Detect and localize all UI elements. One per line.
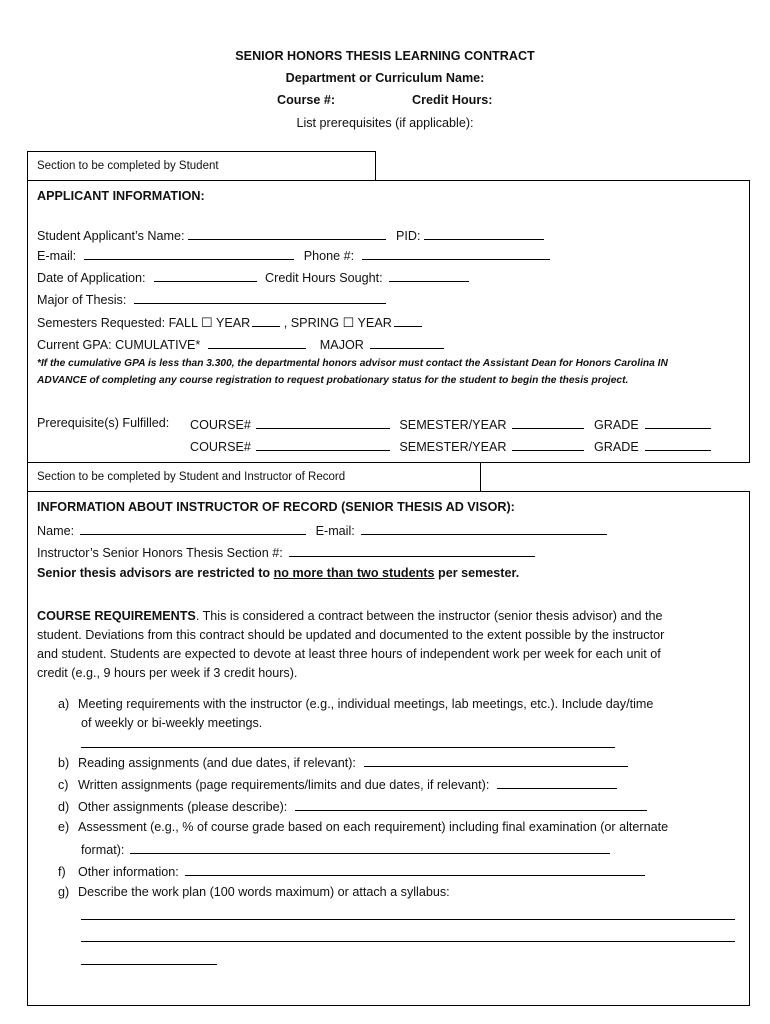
prereq-course-field[interactable] [256, 438, 390, 451]
instructor-heading: INFORMATION ABOUT INSTRUCTOR OF RECORD (SENIOR THESIS AD VISOR): [37, 500, 515, 514]
phone-field[interactable] [362, 247, 550, 260]
prereq-row-2 [190, 438, 711, 454]
spring-checkbox[interactable]: ☐ [342, 315, 355, 330]
prereq-grade-label: GRADE [593, 418, 639, 432]
instructor-email-label: E-mail: [315, 524, 355, 538]
prereq-course-label: COURSE# [190, 440, 251, 454]
department-label: Department or Curriculum Name: [285, 71, 485, 85]
restriction-text-post: per semester. [434, 566, 520, 580]
item-marker: f) [58, 865, 66, 879]
item-text: Assessment (e.g., % of course grade based on each requirement) including final examination (or alternate [78, 820, 669, 834]
credit-sought-label: Credit Hours Sought: [265, 271, 383, 285]
prereq-semester-field[interactable] [512, 416, 584, 429]
item-text: Describe the work plan (100 words maximum) or attach a syllabus: [78, 885, 450, 899]
prereq-course-label: COURSE# [190, 418, 251, 432]
gpa-note-line1: *If the cumulative GPA is less than 3.300, the departmental honors advisor must contact the Assistant Dean for Honors Carolina IN [37, 358, 668, 369]
cumulative-gpa-label: Current GPA: CUMULATIVE* [37, 338, 201, 352]
credit-hours-label: Credit Hours: [412, 93, 493, 107]
meeting-requirements-field[interactable] [81, 735, 615, 748]
item-text: Written assignments (page requirements/limits and due dates, if relevant): [78, 778, 490, 792]
section-number-row [37, 544, 535, 560]
advisor-restriction-note [37, 566, 519, 580]
document-title: SENIOR HONORS THESIS LEARNING CONTRACT [235, 49, 535, 63]
prereq-row-1 [190, 416, 711, 432]
major-row [37, 291, 386, 307]
item-text: Other assignments (please describe): [78, 800, 288, 814]
spring-label: , SPRING [283, 316, 340, 330]
applicant-name-field[interactable] [188, 227, 386, 240]
gpa-note-line2: ADVANCE of completing any course registration to request probationary status for the student to begin the thesis project. [37, 375, 629, 386]
prereq-grade-label: GRADE [593, 440, 639, 454]
item-marker: g) [58, 885, 70, 899]
thesis-major-label: Major of Thesis: [37, 293, 127, 307]
requirement-item-a [58, 697, 653, 711]
course-requirements-line1 [37, 609, 663, 623]
instructor-name-label: Name: [37, 524, 75, 538]
course-requirements-line2: student. Deviations from this contract should be updated and documented to the extent possible by the instructor [37, 628, 665, 642]
work-plan-line-3[interactable] [81, 952, 217, 965]
student-section-tab-label: Section to be completed by Student [37, 160, 219, 172]
semesters-row [37, 314, 422, 331]
credit-sought-field[interactable] [389, 269, 469, 282]
requirement-item-b [58, 754, 628, 770]
requirement-item-e-cont [81, 841, 610, 857]
instructor-section-tab-label: Section to be completed by Student and Instructor of Record [37, 471, 346, 483]
item-marker: b) [58, 756, 70, 770]
fall-checkbox[interactable]: ☐ [201, 315, 213, 330]
requirement-item-d [58, 798, 647, 814]
section-number-field[interactable] [289, 544, 535, 557]
applicant-name-row [37, 227, 544, 243]
prereq-fulfilled-label: Prerequisite(s) Fulfilled: [37, 416, 170, 430]
item-text: Reading assignments (and due dates, if relevant): [78, 756, 356, 770]
email-phone-row [37, 247, 550, 263]
course-requirements-text: . This is considered a contract between the instructor (senior thesis advisor) and the [195, 609, 663, 623]
course-requirements-line3: and student. Students are expected to devote at least three hours of independent work per week for each unit of [37, 647, 661, 661]
applicant-email-field[interactable] [84, 247, 294, 260]
item-marker: d) [58, 800, 70, 814]
prereq-grade-field[interactable] [645, 438, 711, 451]
applicant-email-label: E-mail: [37, 249, 77, 263]
written-assignments-field[interactable] [497, 776, 617, 789]
prereq-grade-field[interactable] [645, 416, 711, 429]
requirement-item-f [58, 863, 645, 879]
major-gpa-field[interactable] [370, 336, 444, 349]
requirement-item-g [58, 885, 450, 899]
restriction-text-underlined: no more than two students [273, 566, 435, 580]
course-requirements-heading: COURSE REQUIREMENTS [37, 609, 196, 623]
item-marker: a) [58, 697, 70, 711]
gpa-row [37, 336, 444, 352]
assessment-field[interactable] [130, 841, 610, 854]
prereq-course-field[interactable] [256, 416, 390, 429]
reading-assignments-field[interactable] [364, 754, 628, 767]
item-text-cont: format): [81, 843, 125, 857]
item-marker: e) [58, 820, 70, 834]
prereq-semester-label: SEMESTER/YEAR [399, 418, 507, 432]
section-number-label: Instructor’s Senior Honors Thesis Section #: [37, 546, 283, 560]
pid-label: PID: [395, 229, 421, 243]
major-gpa-label: MAJOR [319, 338, 364, 352]
applicant-name-label: Student Applicant’s Name: [37, 229, 185, 243]
requirement-item-a-cont: of weekly or bi-weekly meetings. [81, 716, 263, 730]
item-text: Meeting requirements with the instructor (e.g., individual meetings, lab meetings, etc.). Include day/time [78, 697, 654, 711]
applicant-heading: APPLICANT INFORMATION: [37, 189, 205, 203]
cumulative-gpa-field[interactable] [208, 336, 306, 349]
work-plan-line-1[interactable] [81, 907, 735, 920]
spring-year-field[interactable] [394, 314, 422, 327]
other-information-field[interactable] [185, 863, 645, 876]
instructor-name-field[interactable] [80, 522, 306, 535]
prereq-semester-label: SEMESTER/YEAR [399, 440, 507, 454]
restriction-text-pre: Senior thesis advisors are restricted to [37, 566, 274, 580]
application-date-field[interactable] [154, 269, 257, 282]
semesters-label: Semesters Requested: FALL [37, 316, 198, 330]
instructor-section-tab [27, 462, 481, 492]
prereq-semester-field[interactable] [512, 438, 584, 451]
student-section-tab [27, 151, 376, 181]
requirement-item-c [58, 776, 617, 792]
requirement-item-e [58, 820, 668, 834]
fall-year-label: YEAR [215, 316, 251, 330]
work-plan-line-2[interactable] [81, 929, 735, 942]
other-assignments-field[interactable] [295, 798, 647, 811]
instructor-email-field[interactable] [361, 522, 607, 535]
prerequisites-label: List prerequisites (if applicable): [296, 116, 474, 130]
spring-year-label: YEAR [357, 316, 392, 330]
item-marker: c) [58, 778, 69, 792]
course-number-label: Course #: [277, 93, 336, 107]
fall-year-field[interactable] [252, 314, 280, 327]
pid-field[interactable] [424, 227, 544, 240]
course-requirements-line4: credit (e.g., 9 hours per week if 3 credit hours). [37, 666, 298, 680]
instructor-name-row [37, 522, 607, 538]
application-date-label: Date of Application: [37, 271, 146, 285]
date-credit-row [37, 269, 469, 285]
item-text: Other information: [78, 865, 179, 879]
phone-label: Phone #: [303, 249, 355, 263]
thesis-major-field[interactable] [134, 291, 386, 304]
